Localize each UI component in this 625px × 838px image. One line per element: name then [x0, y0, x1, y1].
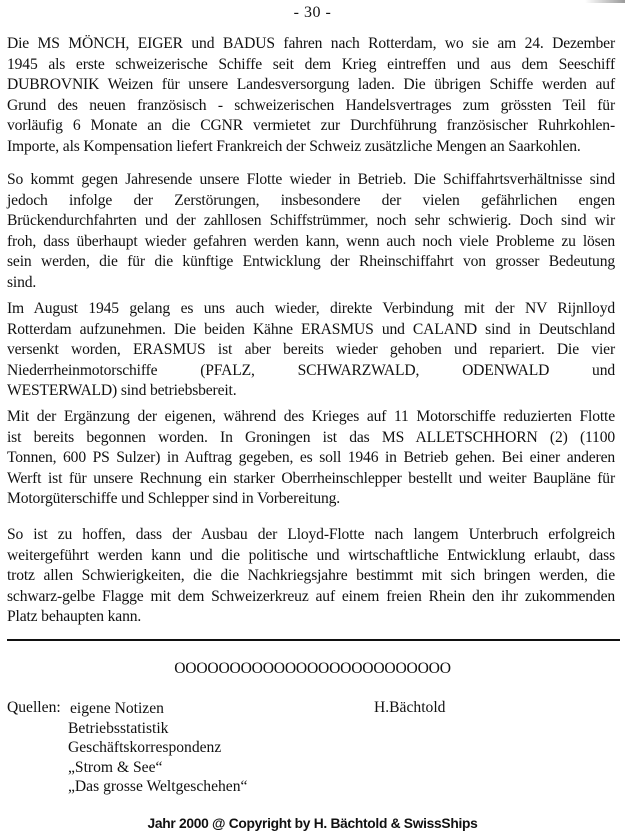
copyright-footer: Jahr 2000 @ Copyright by H. Bächtold & SwissShips	[147, 816, 478, 831]
paragraph-3	[7, 299, 615, 402]
text-line: Die MS MÖNCH, EIGER und BADUS fahren nach Rotterdam, wo sie am 24. Dezember	[7, 35, 615, 52]
text-line: Mit der Ergänzung der eigenen, während des Krieges auf 11 Motorschiffe reduzierten Flotte	[7, 408, 615, 425]
text-line: weitergeführt werden kann und die politische und wirtschaftliche Entwicklung erlaubt, dass	[7, 546, 615, 564]
source-item: Geschäftskorrespondenz	[68, 739, 222, 756]
horizontal-divider	[7, 639, 620, 641]
ornament-separator: OOOOOOOOOOOOOOOOOOOOOOOOO	[174, 660, 451, 677]
text-line: sind.	[7, 273, 37, 291]
paragraph-2	[7, 170, 615, 294]
text-line: Importe, als Kompensation liefert Frankreich der Schweiz zusätzliche Mengen an Saarkohlen.	[7, 137, 581, 155]
text-line: Tonnen, 600 PS Sulzer) in Auftrag gegeben, es soll 1946 in Betrieb gehen. Bei einer anderen	[7, 449, 615, 467]
text-line: Niederrheinmotorschiffe (PFALZ, SCHWARZWALD, ODENWALD und	[7, 361, 615, 379]
text-line: schwarz-gelbe Flagge mit dem Schweizerkreuz auf einem freien Rhein den ihr zukommenden	[7, 587, 615, 605]
source-item: „Das grosse Weltgeschehen“	[68, 778, 248, 795]
text-line: Motorgüterschiffe und Schlepper sind in Vorbereitung.	[7, 490, 341, 508]
text-line: versenkt worden, ERASMUS ist aber bereits wieder gehoben und repariert. Die vier	[7, 341, 615, 359]
text-line: froh, dass überhaupt wieder gefahren werden kann, wenn auch noch viele Probleme zu lösen	[7, 232, 615, 250]
paragraph-5	[7, 525, 615, 628]
text-line: So ist zu hoffen, dass der Ausbau der Lloyd-Flotte nach langem Unterbruch erfolgreich	[7, 526, 615, 543]
source-item: Betriebsstatistik	[68, 719, 169, 737]
text-line: Im August 1945 gelang es uns auch wieder, direkte Verbindung mit der NV Rijnlloyd	[7, 300, 615, 317]
sources-label: Quellen:	[7, 699, 61, 716]
text-line: vorläufig 6 Monate an die CGNR vermietet zur Durchführung französischer Ruhrkohlen-	[7, 117, 615, 135]
text-line: Rotterdam aufzunehmen. Die beiden Kähne ERASMUS und CALAND sind in Deutschland	[7, 320, 615, 338]
source-item: eigene Notizen	[70, 700, 164, 717]
text-line: DUBROVNIK Weizen für unsere Landesversorgung laden. Die übrigen Schiffe werden auf	[7, 76, 615, 94]
paragraph-4	[7, 407, 615, 510]
scan-corner-shade	[585, 0, 625, 3]
text-line: sein werden, die für die künftige Entwicklung der Rheinschiffahrt von grosser Bedeutung	[7, 253, 615, 271]
text-line: So kommt gegen Jahresende unsere Flotte wieder in Betrieb. Die Schiffahrtsverhältnisse sind	[7, 171, 615, 188]
text-line: Platz behaupten kann.	[7, 608, 142, 626]
text-line: jedoch infolge der Zerstörungen, insbesondere der vielen gefährlichen engen	[7, 191, 615, 209]
text-line: ist bereits begonnen worden. In Groningen ist das MS ALLETSCHHORN (2) (1100	[7, 428, 615, 446]
sources-list	[68, 699, 247, 797]
page-number: - 30 -	[293, 4, 332, 21]
source-item: „Strom & See“	[68, 758, 163, 776]
text-line: trotz allen Schwierigkeiten, die die Nachkriegsjahre bestimmt mit sich bringen werden, die	[7, 567, 615, 585]
text-line: Grund des neuen französisch - schweizerischen Handelsvertrages zum grössten Teil für	[7, 96, 615, 114]
text-line: Werft ist für unsere Rechnung ein starker Oberrheinschlepper bestellt und weiter Baupläne für	[7, 469, 615, 487]
paragraph-1	[7, 34, 615, 158]
author-signature: H.Bächtold	[374, 699, 446, 716]
text-line: WESTERWALD) sind betriebsbereit.	[7, 382, 237, 400]
text-line: 1945 als erste schweizerische Schiffe seit dem Krieg eintreffen und aus dem Seeschiff	[7, 55, 615, 73]
text-line: Brückendurchfahrten und der zahllosen Schiffstrümmer, noch sehr schwierig. Doch sind wir	[7, 212, 615, 230]
